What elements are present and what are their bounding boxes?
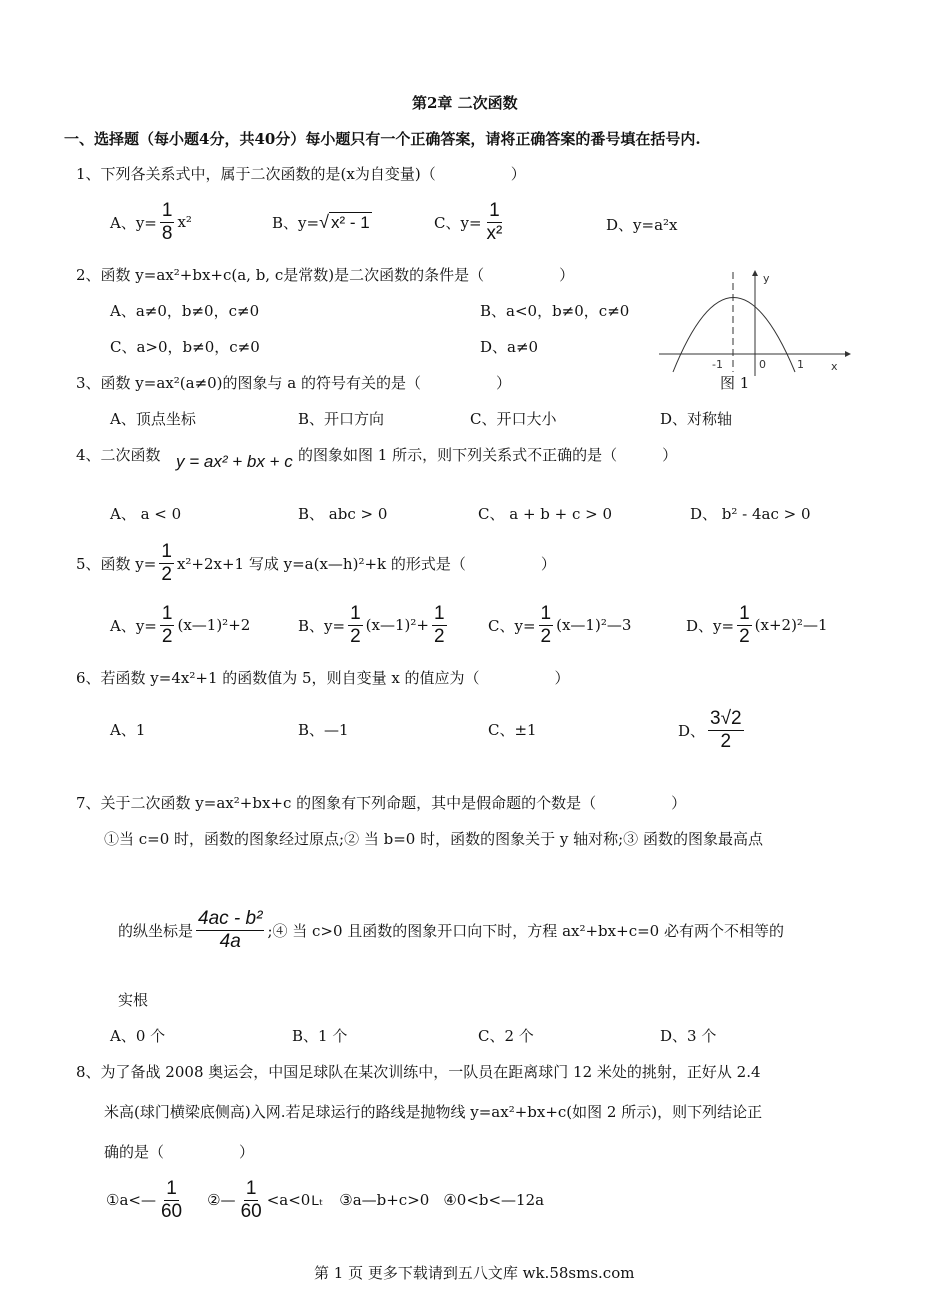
q2-option-b: B、a<0，b≠0，c≠0 [480, 302, 630, 320]
q8-o2-num: 1 [245, 1178, 257, 1199]
q3-option-d: D、对称轴 [660, 410, 733, 428]
figure-1-parabola [655, 268, 855, 378]
q8-line2: 米高(球门横梁底侧高)入网.若足球运行的路线是抛物线 y=ax²+bx+c(如图 2 所示)，则下列结论正 [104, 1103, 763, 1121]
q1-option-d: D、y=a²x [606, 216, 678, 234]
q8-o1-num: 1 [166, 1178, 177, 1199]
q7-option-b: B、1 个 [292, 1027, 348, 1045]
q6-stem: 6、若函数 y=4x²+1 的函数值为 5，则自变量 x 的值应为（ ） [76, 669, 570, 687]
q7-line2-pre: 的纵坐标是 [118, 921, 194, 940]
q1-c-prefix: C、y= [434, 213, 482, 232]
q5-b-den: 2 [350, 625, 361, 647]
q1-b-radicand: x² - 1 [330, 213, 370, 232]
q5-option-d [686, 603, 828, 648]
q8-o4: ④0<b<—12a [443, 1191, 545, 1210]
q7-line1: ①当 c=0 时，函数的图象经过原点;② 当 b=0 时，函数的图象关于 y 轴对称;③ 函数的图象最高点 [104, 830, 763, 848]
q1-stem: 1、下列各关系式中，属于二次函数的是(x为自变量)（ ） [76, 165, 526, 183]
q5-b-num: 1 [350, 603, 361, 624]
q7-option-a: A、0 个 [110, 1027, 166, 1045]
q4-option-b: B、 abc > 0 [298, 505, 388, 523]
q5-stem-post: x²+2x+1 写成 y=a(x—h)²+k 的形式是（ ） [176, 554, 556, 573]
q6-d-num: 3√2 [710, 708, 742, 729]
q5-a-den: 2 [161, 625, 173, 647]
q1-a-num: 1 [161, 200, 173, 221]
y-label: y [763, 272, 770, 285]
q2-option-a: A、a≠0，b≠0，c≠0 [110, 302, 260, 320]
q1-c-den: x² [486, 222, 503, 244]
q8-o1-pre: ①a<— [106, 1191, 156, 1210]
q2-option-c: C、a>0，b≠0，c≠0 [110, 338, 260, 356]
q8-mark: Lₜ [311, 1191, 324, 1208]
q3-option-a: A、顶点坐标 [110, 410, 196, 428]
q6-option-a: A、1 [110, 721, 146, 739]
q1-option-a [110, 200, 192, 245]
q3-option-c: C、开口大小 [470, 410, 557, 428]
y-axis-arrow [752, 270, 758, 276]
q1-option-c [434, 200, 507, 245]
q5-d-den: 2 [739, 625, 750, 647]
q7-line3: 实根 [118, 991, 149, 1009]
q5-c-den: 2 [540, 625, 552, 647]
q7-stem: 7、关于二次函数 y=ax²+bx+c 的图象有下列命题，其中是假命题的个数是（ ） [76, 794, 687, 812]
q5-b-post: (x—1)²+ [365, 616, 429, 635]
page-footer: 第 1 页 更多下载请到五八文库 wk.58sms.com [314, 1264, 635, 1282]
q5-stem [76, 541, 556, 586]
q4-option-a: A、 a < 0 [110, 505, 182, 523]
q8-o3: ③a—b+c>0 [339, 1191, 430, 1210]
q5-b-num2: 1 [433, 603, 445, 624]
q1-c-num: 1 [489, 200, 500, 221]
q7-line2-post: ;④ 当 c>0 且函数的图象开口向下时，方程 ax²+bx+c=0 必有两个不相等的 [267, 921, 784, 940]
q5-d-pre: D、y= [686, 616, 735, 635]
q5-stem-den: 2 [161, 563, 172, 585]
q1-a-den: 8 [161, 222, 173, 244]
q6-option-c: C、±1 [488, 721, 537, 739]
q2-stem: 2、函数 y=ax²+bx+c(a, b, c是常数)是二次函数的条件是（ ） [76, 266, 575, 284]
q8-o2-den: 60 [240, 1200, 262, 1222]
q4-option-c: C、 a + b + c > 0 [478, 505, 613, 523]
page-title: 第2章 二次函数 [412, 94, 518, 112]
figure-1-caption: 图 1 [720, 374, 750, 392]
q8-o2-post: <a<0 [266, 1191, 311, 1210]
q8-o1-den: 60 [160, 1200, 183, 1222]
q8-line1: 8、为了备战 2008 奥运会，中国足球队在某次训练中，一队员在距离球门 12 米处的挑射，正好从 2.4 [76, 1063, 761, 1081]
q5-b-pre: B、y= [298, 616, 346, 635]
q1-a-prefix: A、y= [110, 213, 157, 232]
q7-frac-num: 4ac - b² [198, 908, 263, 929]
q5-a-pre: A、y= [110, 616, 157, 635]
q7-option-d: D、3 个 [660, 1027, 717, 1045]
section-heading: 一、选择题（每小题4分，共40分）每小题只有一个正确答案，请将正确答案的番号填在括号内. [64, 130, 701, 148]
tick-neg1: -1 [712, 358, 723, 371]
q5-d-num: 1 [739, 603, 750, 624]
q6-d-den: 2 [720, 730, 732, 752]
q8-line3: 确的是（ ） [104, 1143, 255, 1161]
q7-frac-den: 4a [219, 930, 241, 952]
q8-options [106, 1178, 544, 1223]
q5-option-c [488, 603, 631, 648]
x-axis-arrow [845, 351, 851, 357]
q4-formula: y = ax² + bx + c [176, 452, 293, 471]
q3-stem: 3、函数 y=ax²(a≠0)的图象与 a 的符号有关的是（ ） [76, 374, 512, 392]
q5-a-num: 1 [161, 603, 173, 624]
q4-stem-pre: 4、二次函数 [76, 446, 161, 464]
x-label: x [831, 360, 838, 373]
q4-stem-post: 的图象如图 1 所示，则下列关系式不正确的是（ ） [298, 446, 678, 464]
q4-option-d: D、 b² - 4ac > 0 [690, 505, 811, 523]
q1-option-b: B、y= √ x² - 1 [272, 212, 370, 232]
q3-option-b: B、开口方向 [298, 410, 385, 428]
q7-line2 [118, 908, 784, 953]
q1-b-prefix: B、y= [272, 214, 320, 232]
q6-option-d [678, 708, 747, 753]
q6-option-b: B、—1 [298, 721, 349, 739]
q5-stem-num: 1 [161, 541, 172, 562]
tick-1: 1 [797, 358, 804, 371]
q5-c-num: 1 [540, 603, 552, 624]
q5-option-b [298, 603, 450, 648]
q5-b-den2: 2 [433, 625, 445, 647]
q6-d-pre: D、 [678, 721, 706, 740]
q5-a-post: (x—1)²+2 [177, 616, 251, 635]
q7-option-c: C、2 个 [478, 1027, 534, 1045]
q5-c-post: (x—1)²—3 [556, 616, 632, 635]
q8-o2-pre: ②— [207, 1191, 236, 1210]
q1-a-post: x² [177, 213, 192, 232]
parabola-curve [673, 298, 795, 373]
q5-c-pre: C、y= [488, 616, 536, 635]
q5-option-a [110, 603, 250, 648]
q5-stem-pre: 5、函数 y= [76, 554, 157, 573]
q2-option-d: D、a≠0 [480, 338, 539, 356]
tick-0: 0 [759, 358, 766, 371]
q5-d-post: (x+2)²—1 [754, 616, 828, 635]
